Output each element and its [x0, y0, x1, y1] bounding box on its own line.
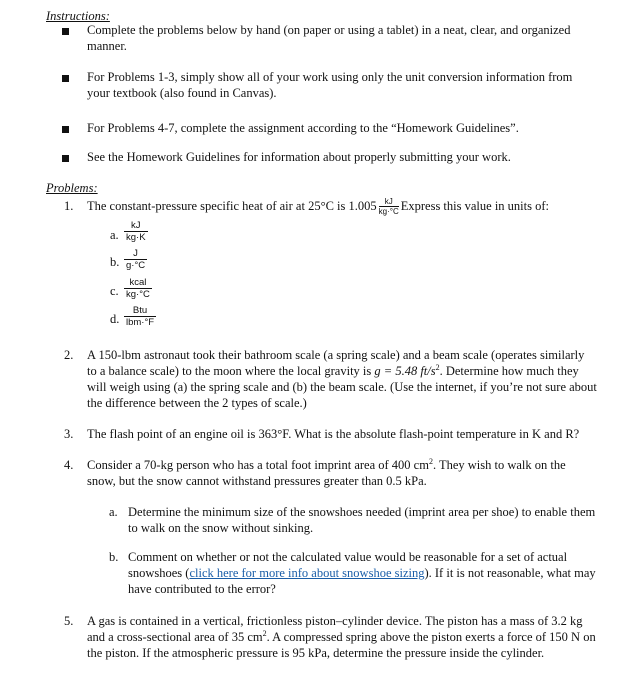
- subpart-label: a.: [109, 505, 118, 519]
- option-label: d.: [110, 312, 120, 326]
- problem-3-number: 3.: [64, 427, 74, 441]
- option-numerator: kcal: [129, 277, 147, 288]
- unit-denominator: kg·°C: [378, 206, 399, 216]
- subpart-label: b.: [109, 550, 119, 564]
- problem-1-text-a: The constant-pressure specific heat of air at 25°C is 1.005: [87, 199, 377, 213]
- problem-4a-text: Determine the minimum size of the snowshoes needed (imprint area per shoe) to enable them to walk on the snow without sinking.: [128, 505, 596, 535]
- gravity-value: g = 5.48 ft/s: [374, 364, 436, 378]
- problem-4-text-pre: Consider a 70-kg person who has a total foot imprint area of 400 cm: [87, 458, 429, 472]
- option-c-fraction: [124, 277, 152, 300]
- option-numerator: J: [133, 248, 138, 259]
- option-denominator: lbm·°F: [126, 317, 155, 328]
- instruction-item: For Problems 4-7, complete the assignment according to the “Homework Guidelines”.: [87, 121, 519, 135]
- problem-1-number: 1.: [64, 199, 74, 213]
- problem-1-text: [87, 193, 597, 219]
- problem-4-number: 4.: [64, 458, 74, 472]
- problem-5-number: 5.: [64, 614, 74, 628]
- exponent: 2: [428, 456, 433, 466]
- option-denominator: kg·K: [126, 232, 146, 243]
- problem-4-text-post: . They wish to walk on the snow, but the snow cannot withstand pressures greater than 0.5 kPa.: [87, 458, 566, 488]
- option-denominator: kg·°C: [126, 289, 150, 300]
- problem-5-text-pre: A gas is contained in a vertical, frictionless piston–cylinder device. The piston has a mass of 3.2 kg and a cross-sectional area of 35 cm: [87, 614, 583, 644]
- option-label: b.: [110, 255, 120, 269]
- problem-2-text: [87, 347, 597, 411]
- option-denominator: g·°C: [126, 260, 146, 271]
- instruction-item: Complete the problems below by hand (on paper or using a tablet) in a neat, clear, and organized manner.: [87, 23, 571, 53]
- problem-4b-text: [128, 549, 598, 597]
- exponent: 2: [262, 628, 267, 638]
- problem-1-text-b: Express this value in units of:: [400, 199, 549, 213]
- instruction-item: See the Homework Guidelines for information about properly submitting your work.: [87, 150, 511, 164]
- problem-5-text: [87, 613, 597, 661]
- option-d-fraction: [124, 305, 156, 328]
- problem-3-text: The flash point of an engine oil is 363°F. What is the absolute flash-point temperature in K and R?: [87, 427, 580, 441]
- snowshoe-sizing-link[interactable]: click here for more info about snowshoe sizing: [189, 566, 425, 580]
- problems-heading: Problems:: [46, 181, 98, 195]
- problem-4b-text-post: ). If it is not reasonable, what may have contributed to the error?: [128, 566, 596, 596]
- instruction-item: For Problems 1-3, simply show all of your work using only the unit conversion information from your textbook (also found in Canvas).: [87, 70, 573, 100]
- option-a-fraction: [124, 220, 148, 243]
- option-label: c.: [110, 284, 119, 298]
- bullet-icon: [62, 155, 69, 162]
- problem-4b-text-pre: Comment on whether or not the calculated value would be reasonable for a set of actual snowshoes (: [128, 550, 568, 580]
- option-numerator: kJ: [131, 220, 141, 231]
- bullet-icon: [62, 28, 69, 35]
- problem-5-text-post: . A compressed spring above the piston exerts a force of 150 N on the piston. If the atmospheric pressure is 95 kPa, determine the pressure inside the cylinder.: [87, 630, 596, 660]
- exponent: 2: [435, 362, 440, 372]
- problem-2-text-post: . Determine how much they will weigh using (a) the spring scale and (b) the beam scale. (Use the internet, if you’re not sure about the difference between the 2 types of scale.): [87, 364, 597, 410]
- bullet-icon: [62, 75, 69, 82]
- option-b-fraction: [124, 248, 147, 271]
- option-label: a.: [110, 228, 119, 242]
- unit-numerator: kJ: [384, 196, 393, 206]
- problem-2-number: 2.: [64, 348, 74, 362]
- problem-2-text-pre: A 150-lbm astronaut took their bathroom scale (a spring scale) and a beam scale (operates similarly to a balance scale) to the moon where the local gravity is: [87, 348, 585, 378]
- option-numerator: Btu: [132, 305, 148, 316]
- problem-4-text: [87, 457, 597, 489]
- unit-fraction: [379, 197, 399, 216]
- bullet-icon: [62, 126, 69, 133]
- instructions-heading: Instructions:: [46, 9, 110, 23]
